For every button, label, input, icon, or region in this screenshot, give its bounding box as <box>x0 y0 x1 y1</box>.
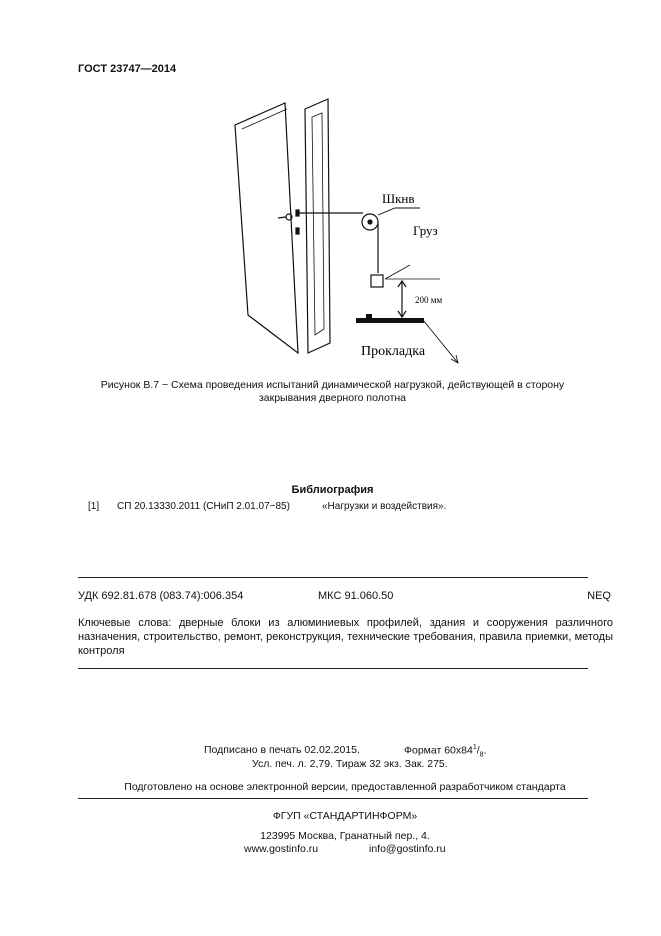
publisher-address: 123995 Москва, Гранатный пер., 4. <box>260 830 430 842</box>
divider-bottom <box>78 668 588 669</box>
door-leaf <box>235 103 298 353</box>
mks-code: МКС 91.060.50 <box>318 590 394 602</box>
publisher-email[interactable]: info@gostinfo.ru <box>369 843 446 855</box>
distance-label: 200 мм <box>415 295 443 305</box>
neq-label: NEQ <box>587 590 611 602</box>
pad-label: Прокладка <box>361 344 426 359</box>
bibliography-item-title: «Нагрузки и воздействия». <box>322 501 447 512</box>
signed-date: Подписано в печать 02.02.2015. <box>204 744 360 756</box>
publisher-website[interactable]: www.gostinfo.ru <box>244 843 319 855</box>
publisher-name: ФГУП «СТАНДАРТИНФОРМ» <box>272 810 418 822</box>
figure-caption: Рисунок В.7 − Схема проведения испытаний динамической нагрузкой, действующей в сторону закрывания дверного полотна <box>100 379 565 404</box>
paper-format: Формат $60x84^1/_8$. <box>404 744 487 759</box>
pad-block <box>356 318 424 323</box>
bibliography-item-reference: СП 20.13330.2011 (СНиП 2.01.07−85) <box>117 501 290 512</box>
bibliography-item-number: [1] <box>88 501 100 512</box>
weight-block <box>371 275 383 287</box>
document-header: ГОСТ 23747—2014 <box>78 63 177 75</box>
keywords: Ключевые слова: дверные блоки из алюминиевых профилей, здания и сооружения различного назначения, строительство, ремонт, реконструкция, технические требования, правила приемки, методы контроля <box>78 617 613 657</box>
weight-label: Груз <box>413 223 438 238</box>
pulley-label: Шкнв <box>382 191 415 206</box>
door-frame <box>305 99 330 353</box>
divider-imprint <box>78 798 588 799</box>
udk-code: УДК 692.81.678 (083.74):006.354 <box>78 590 244 602</box>
print-details: Усл. печ. л. 2,79. Тираж 32 экз. Зак. 275. <box>252 758 448 770</box>
prepared-note: Подготовлено на основе электронной версии, предоставленной разработчиком стандарта <box>124 781 566 793</box>
door-test-diagram <box>220 95 470 370</box>
divider-top <box>78 577 588 578</box>
bibliography-title: Библиография <box>291 484 374 496</box>
